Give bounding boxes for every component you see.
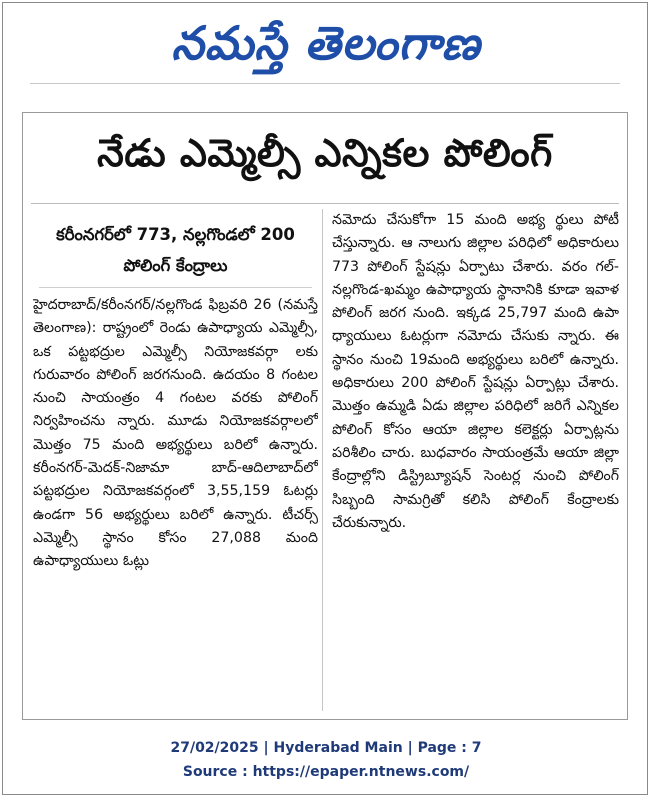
article-body-left: హైదరాబాద్/కరీంనగర్/నల్లగొండ ఫిబ్రవరి 26 (నమస్తే తెలంగాణ): రాష్ట్రంలో రెండు ఉపాధ్యాయ ఎమ్మెల్సీ, ఒక పట్టభద్రుల ఎమ్మెల్సీ నియోజకవర్గా లకు గురువారం పోలింగ్ జరగనుంది. ఉదయం 8 గంటల నుంచి సాయంత్రం 4 గంటల వరకు పోలింగ్ నిర్వహించను న్నారు. మూడు నియోజకవర్గాలలో మొత్తం 75 మంది అభ్యర్థులు బరిలో ఉన్నారు. కరీంనగర్-మెదక్-నిజామా బాద్-ఆదిలాబాద్‌లో పట్టభద్రుల నియోజకవర్గంలో 3,55,159 ఓటర్లు ఉండగా 56 అభ్యర్థులు బరిలో ఉన్నారు. టీచర్స్ ఎమ్మెల్సీ స్థానం కోసం 27,088 మంది ఉపాధ్యాయులు ఓట్లు xyxy=(33,297,318,570)
headline-rule xyxy=(31,203,619,204)
column-divider xyxy=(322,209,323,711)
article-body-right: నమోదు చేసుకోగా 15 మంది అభ్య ర్థులు పోటీ చేస్తున్నారు. ఆ నాలుగు జిల్లాల పరిధిలో అధికారులు 773 పోలింగ్ స్టేషన్లు ఏర్పాటు చేశారు. వరం గల్-నల్లగొండ-ఖమ్మం ఉపాధ్యాయ స్థానానికి కూడా ఇవాళ పోలింగ్ జరగ నుంది. ఇక్కడ 25,797 మంది ఉపా ధ్యాయులు ఓటర్లుగా నమోదు చేసుకు న్నారు. ఈ స్థానం నుంచి 19మంది అభ్యర్థులు బరిలో ఉన్నారు. అధికారులు 200 పోలింగ్ స్టేషన్లు ఏర్పాట్లు చేశారు. మొత్తం ఉమ్మడి ఏడు జిల్లాల పరిధిలో జరిగే ఎన్నికల పోలింగ్ కోసం ఆయా జిల్లాల కలెక్టర్లు ఏర్పాట్లను పరిశీలిం చారు. బుధవారం సాయంత్రమే ఆయా జిల్లా కేంద్రాల్లోని డిస్ట్రిబ్యూషన్ సెంటర్ల నుంచి పోలింగ్ సిబ్బంది సామగ్రితో కలిసి పోలింగ్ కేంద్రాలకు చేరుకున్నారు. xyxy=(332,212,619,531)
newspaper-masthead xyxy=(0,12,652,74)
article-headline: నేడు ఎమ్మెల్సీ ఎన్నికల పోలింగ్ xyxy=(97,131,553,175)
article-subheadline: కరీంనగర్‌లో 773, నల్లగొండలో 200 పోలింగ్ కేంద్రాలు xyxy=(56,225,295,275)
page-footer xyxy=(0,736,652,784)
footer-source-link[interactable]: Source : https://epaper.ntnews.com/ xyxy=(182,764,470,780)
masthead-rule xyxy=(30,83,620,84)
masthead-title: నమస్తే తెలంగాణ xyxy=(171,16,481,70)
subheadline-rule xyxy=(39,287,312,288)
article-right-column xyxy=(332,209,619,713)
article-left-column xyxy=(33,209,318,713)
footer-edition-info: 27/02/2025 | Hyderabad Main | Page : 7 xyxy=(170,740,482,756)
news-article xyxy=(22,112,628,720)
